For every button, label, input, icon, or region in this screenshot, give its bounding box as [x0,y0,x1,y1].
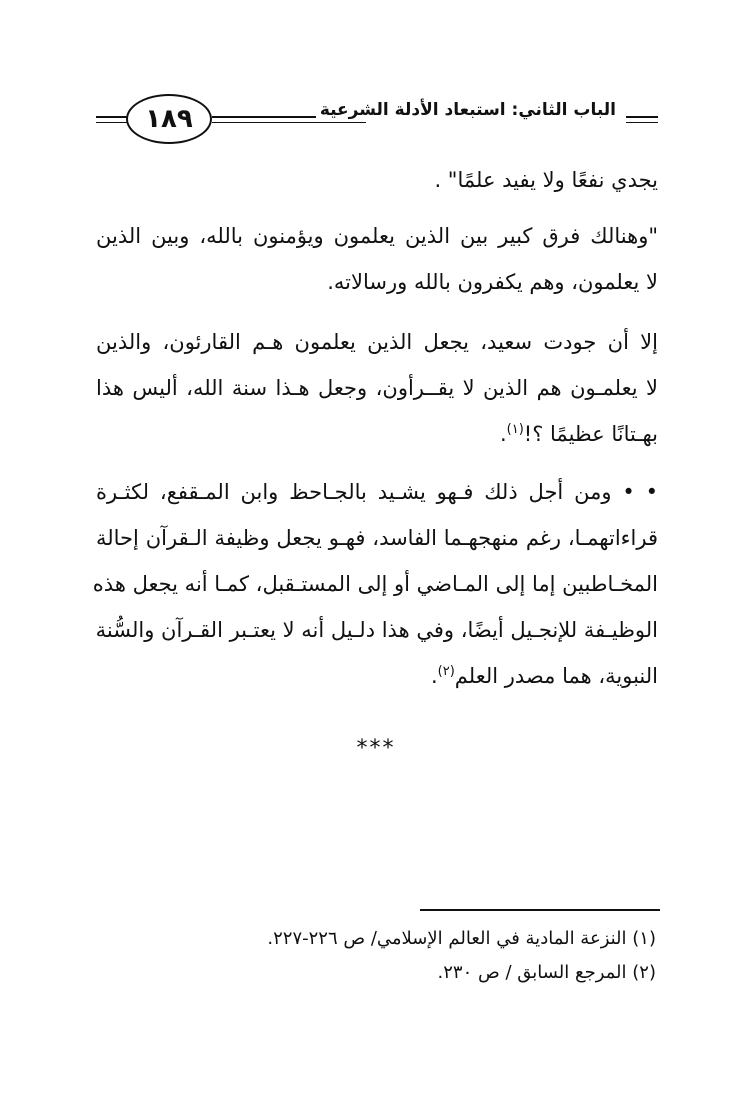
running-title: الباب الثاني: استبعاد الأدلة الشرعية [316,100,620,120]
text-line: إلا أن جودت سعيد، يجعل الذين يعلمون هـم القارئون، والذين [96,330,658,354]
running-header [96,92,658,150]
header-rule-right-thin [626,122,658,123]
paragraph-3 [96,330,658,470]
footnote-1: (١) النزعة المادية في العالم الإسلامي/ ص ٢٢٦-٢٢٧. [267,928,656,949]
text-fragment: بهـتانًا عظيمًا ؟! [523,422,658,446]
text-fragment: النبوية، هما مصدر العلم [454,664,658,688]
footnote-2: (٢) المرجع السابق / ص ٢٣٠. [437,962,656,983]
text-line-with-footnote: النبوية، هما مصدر العلم$^{(٢)}$. [430,664,658,688]
paragraph-4 [92,480,658,720]
text-line: المخـاطبين إما إلى المـاضي أو إلى المستـقبل، كمـا أنه يجعل هذه [92,572,658,596]
text-line: لا يعلمـون هم الذين لا يقــرأون، وجعل هـذا سنة الله، أليس هذا [96,376,658,400]
text-line-with-footnote: بهـتانًا عظيمًا ؟!$^{(١)}$. [499,422,658,446]
text-line: • • ومن أجل ذلك فـهو يشـيد بالجـاحظ وابن المـقفع، لكثـرة [96,480,658,504]
header-rule-middle-thin [212,122,366,123]
footnote-divider [420,909,660,911]
paragraph-2 [96,224,658,314]
section-separator: *** [356,736,396,761]
header-rule-right [626,116,658,118]
text-line: قراءاتهمـا، رغم منهجهـما الفاسد، فهـو يجعل وظيفة الـقرآن إحالة [96,526,658,550]
text-line: لا يعلمون، وهم يكفرون بالله ورسالاته. [327,270,658,294]
footnote-ref-1[interactable]: (١) [506,422,524,437]
text-line: الوظيـفة للإنجـيل أيضًا، وفي هذا دلـيل أنه لا يعتـبر القـرآن والسُّنة [95,618,658,642]
text-line: "وهنالك فرق كبير بين الذين يعلمون ويؤمنون بالله، وبين الذين [96,224,658,248]
footnote-ref-2[interactable]: (٢) [437,664,455,679]
page-number: ١٨٩ [126,94,212,144]
text-line: يجدي نفعًا ولا يفيد علمًا" . [434,168,658,192]
paragraph-1 [96,168,658,208]
